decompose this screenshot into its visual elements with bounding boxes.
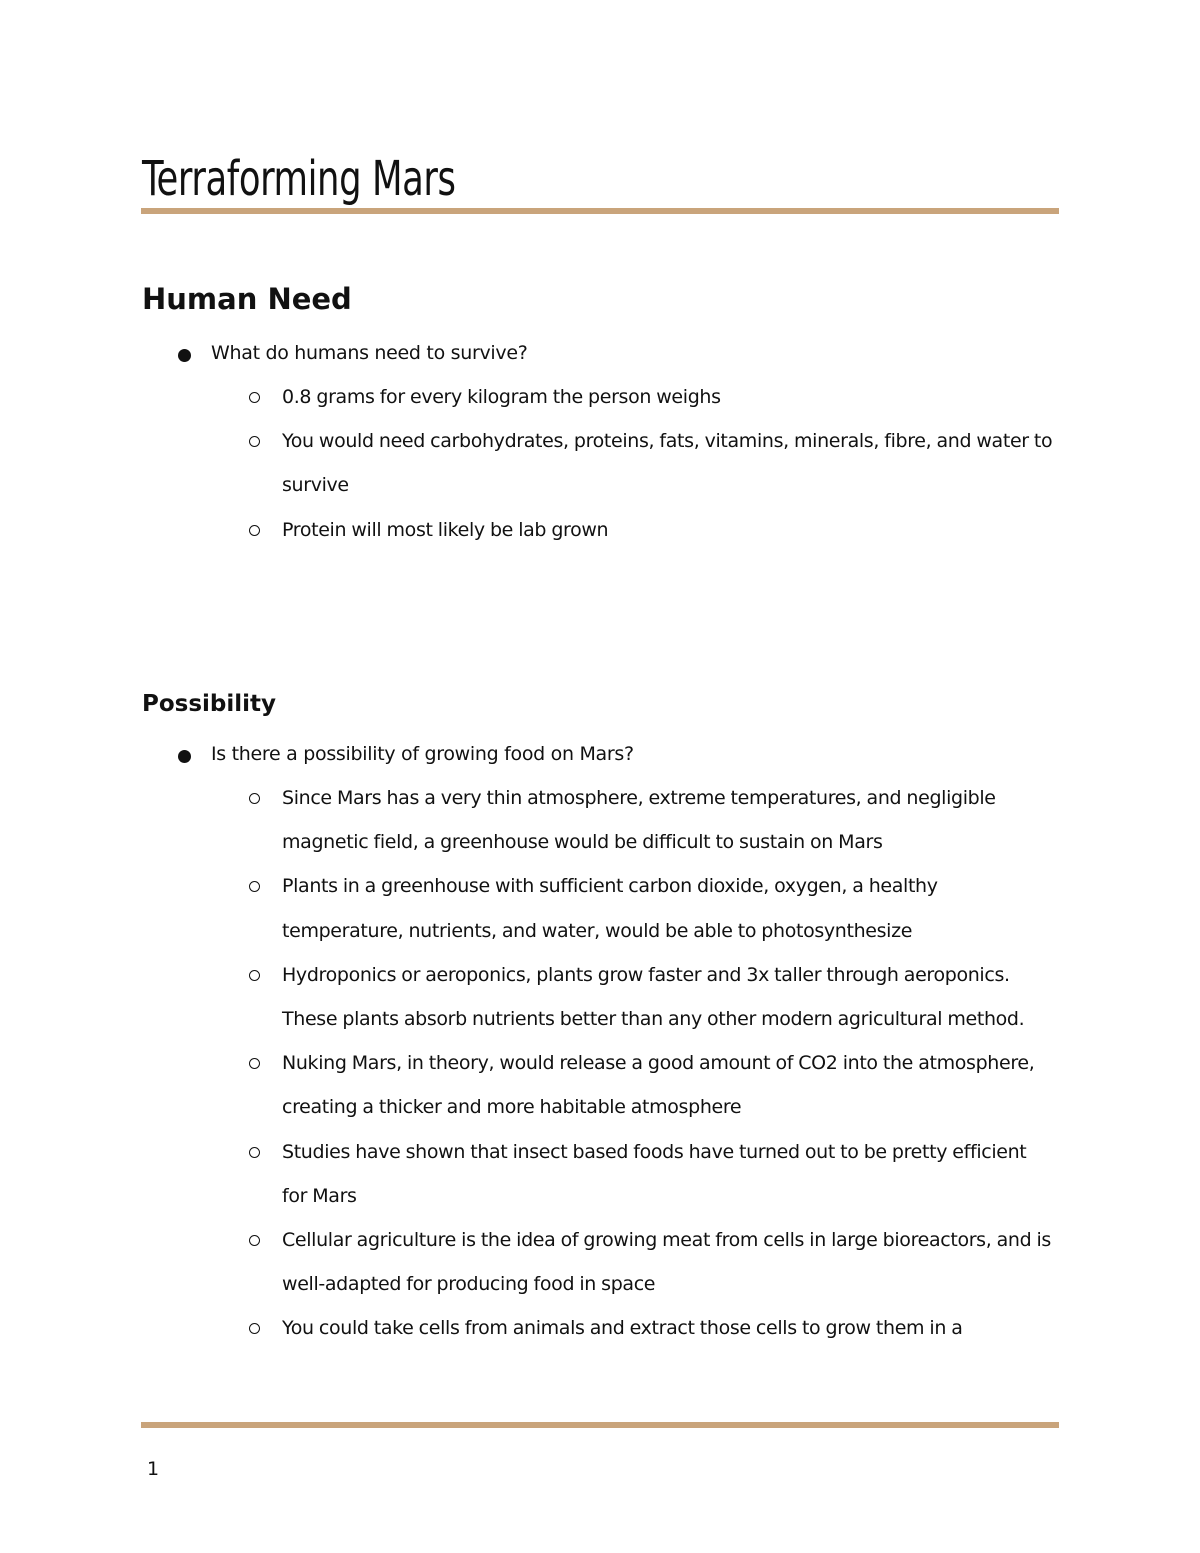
question-text: Is there a possibility of growing food on Mars? bbox=[211, 743, 634, 765]
sub-item-text: Since Mars has a very thin atmosphere, extreme temperatures, and negligible magnetic field, a greenhouse would be difficult to sustain on Mars bbox=[282, 787, 996, 854]
sub-list-item bbox=[142, 1130, 1053, 1218]
bullet-circle-icon bbox=[249, 1235, 260, 1246]
bullet-disc-icon bbox=[178, 349, 191, 362]
bullet-circle-icon bbox=[249, 525, 260, 536]
sub-item-text: Plants in a greenhouse with sufficient carbon dioxide, oxygen, a healthy temperature, nutrients, and water, would be able to photosynthesize bbox=[282, 875, 938, 942]
sub-list-item bbox=[142, 1218, 1053, 1306]
bullet-circle-icon bbox=[249, 793, 260, 804]
sub-item-text: You would need carbohydrates, proteins, fats, vitamins, minerals, fibre, and water to survive bbox=[282, 430, 1053, 497]
sub-item-text: Cellular agriculture is the idea of growing meat from cells in large bioreactors, and is well-adapted for producing food in space bbox=[282, 1229, 1051, 1296]
section-heading: Possibility bbox=[142, 691, 277, 717]
footer-rule bbox=[141, 1422, 1059, 1428]
bullet-circle-icon bbox=[249, 1147, 260, 1158]
section-possibility bbox=[142, 688, 1062, 1351]
sub-list-item bbox=[142, 508, 1053, 552]
sub-bullet-list bbox=[211, 776, 1062, 1351]
title-underline-rule bbox=[141, 208, 1059, 214]
sub-bullet-list bbox=[211, 375, 1062, 552]
list-item bbox=[142, 331, 1062, 552]
document-title: Terraforming Mars bbox=[142, 151, 456, 207]
sub-list-item bbox=[142, 419, 1053, 507]
bullet-circle-icon bbox=[249, 970, 260, 981]
sub-list-item bbox=[142, 776, 1053, 864]
section-human-need bbox=[142, 281, 1062, 552]
list-item bbox=[142, 732, 1062, 1351]
sub-list-item bbox=[142, 1041, 1053, 1129]
sub-item-text: Nuking Mars, in theory, would release a good amount of CO2 into the atmosphere, creating a thicker and more habitable atmosphere bbox=[282, 1052, 1035, 1119]
sub-item-text: Protein will most likely be lab grown bbox=[282, 518, 609, 541]
sub-item-text: You could take cells from animals and extract those cells to grow them in a bbox=[282, 1317, 963, 1340]
bullet-disc-icon bbox=[178, 750, 191, 763]
section-heading: Human Need bbox=[142, 282, 352, 316]
bullet-list bbox=[142, 732, 1062, 1351]
sub-list-item bbox=[142, 1306, 1053, 1350]
sub-item-text: 0.8 grams for every kilogram the person weighs bbox=[282, 386, 721, 408]
sub-item-text: Hydroponics or aeroponics, plants grow faster and 3x taller through aeroponics. These plants absorb nutrients better than any other modern agricultural method. bbox=[282, 963, 1025, 1031]
sub-list-item bbox=[142, 953, 1053, 1041]
sub-item-text: Studies have shown that insect based foods have turned out to be pretty efficient for Mars bbox=[282, 1140, 1027, 1207]
page-number: 1 bbox=[147, 1458, 160, 1480]
sub-list-item bbox=[142, 864, 1053, 952]
bullet-circle-icon bbox=[249, 392, 260, 403]
sub-list-item bbox=[142, 375, 1053, 419]
question-text: What do humans need to survive? bbox=[211, 342, 528, 364]
bullet-list bbox=[142, 331, 1062, 552]
